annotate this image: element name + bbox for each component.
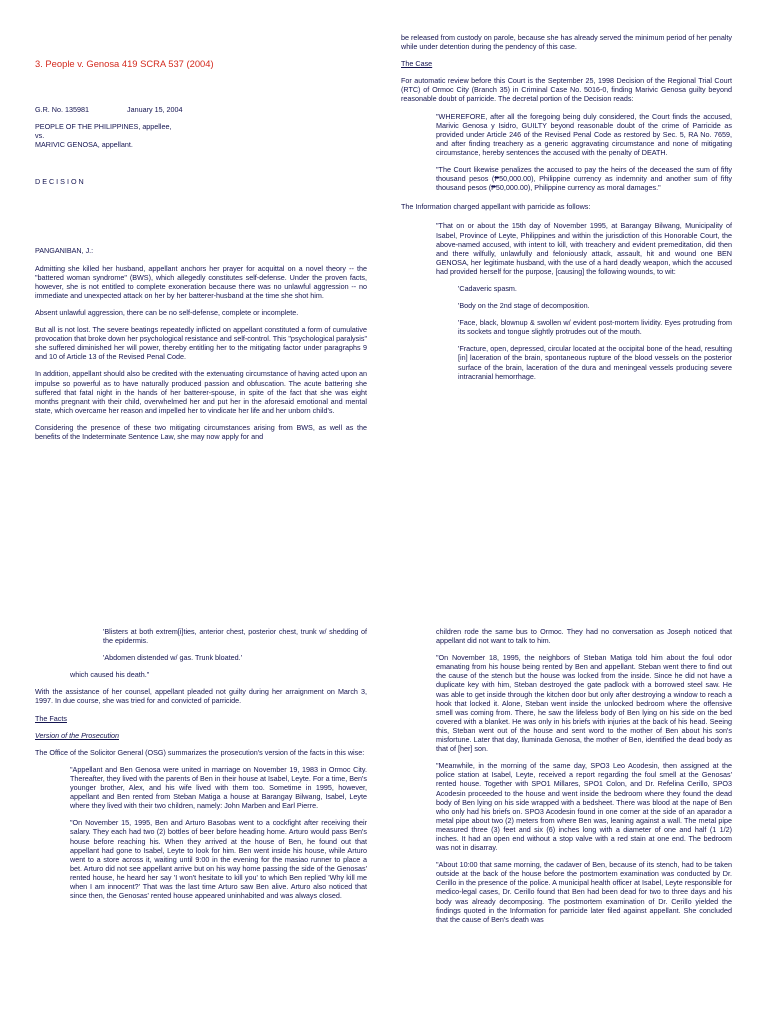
- wound-item: 'Fracture, open, depressed, circular located at the occipital bone of the head, resulting [in] laceration of the brain, spontaneous rupture of the blood vessels on the posterior surface of the brain, laceration of the dura and meningeal vessels producing severe intracranial hemorrhage.: [458, 344, 732, 381]
- subheading-prosecution: Version of the Prosecution: [35, 730, 120, 740]
- section-heading-the-case: The Case: [401, 59, 433, 69]
- body-paragraph: Absent unlawful aggression, there can be no self-defense, complete or incomplete.: [35, 307, 299, 317]
- wound-item: 'Cadaveric spasm.: [458, 283, 517, 293]
- section-heading-the-facts: The Facts: [35, 713, 67, 723]
- body-paragraph: Admitting she killed her husband, appellant anchors her prayer for acquittal on a novel theory -- the "battered woman syndrome" (BWS), which allegedly constitutes self-defense. Under the proven facts, however, she is not entitled to complete exoneration because there was no unlawful aggression -- no immediate and unexpected attack on her by her batterer-husband at the time she shot him.: [35, 263, 367, 300]
- body-paragraph: For automatic review before this Court is the September 25, 1998 Decision of the Regional Trial Court (RTC) of Ormoc City (Branch 35) in Criminal Case No. 5016-0, finding Marivic Genosa guilty beyond reasonable doubt of parricide. The decretal portion of the Decision reads:: [401, 76, 732, 104]
- body-paragraph: Considering the presence of these two mitigating circumstances arising from BWS, as well as the benefits of the Indeterminate Sentence Law, she may now apply for and: [35, 422, 367, 441]
- left-column-sheet-2: [35, 627, 367, 900]
- gr-number: G.R. No. 135981: [35, 105, 89, 114]
- body-paragraph: children rode the same bus to Ormoc. They had no conversation as Joseph noticed that appellant did not want to talk to him.: [436, 627, 732, 646]
- body-paragraph: The Information charged appellant with parricide as follows:: [401, 202, 591, 212]
- block-quote: "WHEREFORE, after all the foregoing being duly considered, the Court finds the accused, Marivic Genosa y Isidro, GUILTY beyond reasonable doubt of the crime of Parricide as provided under Article 246 of the Revised Penal Code as restored by Sec. 5, RA No. 7659, and after finding treachery as a generic aggravating circumstance and none of mitigating circumstance, hereby sentences the accused with the penalty of DEATH.: [436, 111, 732, 157]
- decision-heading: D E C I S I O N: [35, 177, 84, 187]
- block-quote: "That on or about the 15th day of November 1995, at Barangay Bilwang, Municipality of Isabel, Province of Leyte, Philippines and within the jurisdiction of this Honorable Court, the above-named accused, with intent to kill, with treachery and evident premeditation, did then and there wilfully, unlawfully and feloniously attack, assault, hit and wound one BEN GENOSA, her legitimate husband, with the use of a hard deadly weapon, which the accused had provided herself for the purpose, [causing] the following wounds, to wit:: [436, 221, 732, 276]
- wound-item: 'Blisters at both extrem[i]ties, anterior chest, posterior chest, trunk w/ shedding of the epidermis.: [103, 627, 367, 646]
- body-paragraph: The Office of the Solicitor General (OSG) summarizes the prosecution's version of the facts in this wise:: [35, 747, 365, 757]
- right-column-sheet-2: [401, 627, 732, 924]
- body-paragraph: be released from custody on parole, because she has already served the minimum period of her penalty while under detention during the pendency of this case.: [401, 33, 732, 52]
- party-line: MARIVIC GENOSA, appellant.: [35, 140, 133, 150]
- gr-line: [35, 105, 367, 114]
- block-quote: "Meanwhile, in the morning of the same day, SPO3 Leo Acodesin, then assigned at the police station at Isabel, Leyte, received a report regarding the foul smell at the Genosas' rented house. Together with SPO1 Millares, SPO1 Colon, and Dr. Refelina Cerillo, SPO3 Acodesin proceeded to the house and went inside the bedroom where they found the dead body of Ben lying on his side wrapped with a bedsheet. There was blood at the nape of Ben who only had his briefs on. SPO3 Acodesin found in one corner at the side of an aparador a metal pipe about two (2) meters from where Ben was, leaning against a wall. The metal pipe measured three (3) feet and six (6) inches long with a diameter of one and half (1 1/2) inches. It had an open end without a stop valve with a red stain at one end. The bedroom was not in disarray.: [436, 761, 732, 853]
- block-quote: "On November 15, 1995, Ben and Arturo Basobas went to a cockfight after receiving their salary. They each had two (2) bottles of beer before heading home. Arturo would pass Ben's house before reaching his. When they arrived at the house of Ben, he found out that appellant had gone to Isabel, Leyte to look for him. Ben went inside his house, while Arturo went to a store across it, waiting until 9:00 in the evening for the masiao runner to place a bet. Arturo did not see appellant arrive but on his way home passing the side of the Genosas' rented house, he heard her say 'I won't hesitate to kill you' to which Ben replied 'Why kill me when I am innocent?' That was the last time Arturo saw Ben alive. Arturo also noticed that since then, the Genosas' rented house appeared uninhabited and was always closed.: [70, 818, 367, 901]
- body-paragraph: In addition, appellant should also be credited with the extenuating circumstance of having acted upon an impulse so powerful as to have naturally produced passion and obfuscation. The acute battering she suffered that fatal night in the hands of her batterer-spouse, in spite of the fact that she was eight months pregnant with their child, overwhelmed her and put her in the aforesaid emotional and mental state, which overcame her reason and impelled her to vindicate her life and her unborn child's.: [35, 369, 367, 415]
- decision-date: January 15, 2004: [127, 105, 183, 114]
- wound-item: 'Face, black, blownup & swollen w/ evident post-mortem lividity. Eyes protruding from its sockets and tongue slightly protrudes out of the mouth.: [458, 318, 732, 337]
- wound-item: 'Abdomen distended w/ gas. Trunk bloated.': [103, 653, 242, 663]
- party-line: vs.: [35, 131, 45, 141]
- right-column: [401, 33, 732, 381]
- case-title: 3. People v. Genosa 419 SCRA 537 (2004): [35, 58, 214, 69]
- block-quote: "The Court likewise penalizes the accused to pay the heirs of the deceased the sum of fifty thousand pesos (₱50,000.00), Philippine currency as indemnity and another sum of fifty thousand pesos (₱50,000.00), Philippine currency as moral damages.": [436, 165, 732, 193]
- block-quote: "About 10:00 that same morning, the cadaver of Ben, because of its stench, had to be taken outside at the back of the house before the postmortem examination was conducted by Dr. Cerillo in the presence of the police. A municipal health officer at Isabel, Leyte responsible for medico-legal cases, Dr. Cerillo found that Ben had been dead for two to three days and his body was already decomposing. The postmortem examination of Dr. Cerillo yielded the findings quoted in the Information for parricide later filed against appellant. She concluded that the cause of Ben's death was: [436, 860, 732, 924]
- body-paragraph: With the assistance of her counsel, appellant pleaded not guilty during her arraignment on March 3, 1997. In due course, she was tried for and convicted of parricide.: [35, 687, 367, 706]
- wound-item: 'Body on the 2nd stage of decomposition.: [458, 301, 590, 311]
- ponente: PANGANIBAN, J.:: [35, 246, 94, 256]
- block-quote: "On November 18, 1995, the neighbors of Steban Matiga told him about the foul odor emanating from his house being rented by Ben and appellant. Steban went there to find out the cause of the stench but the house was locked from the inside. Since he did not have a duplicate key with him, Steban destroyed the gate padlock with a borrowed steel saw. He was able to get inside through the kitchen door but only after destroying a window to reach a hook that locked it. Alone, Steban went inside the unlocked bedroom where the offensive smell was coming from. There, he saw the lifeless body of Ben lying on his side on the bed covered with a blanket. He was only in his briefs with injuries at the back of his head. Seeing this, Steban went out of the house and sent word to the mother of Ben about his son's misfortune. Later that day, Iluminada Genosa, the mother of Ben, identified the dead body as that of [her] son.: [436, 653, 732, 754]
- block-quote: "Appellant and Ben Genosa were united in marriage on November 19, 1983 in Ormoc City. Thereafter, they lived with the parents of Ben in their house at Isabel, Leyte. For a time, Ben's younger brother, Alex, and his wife lived with them too. Sometime in 1995, however, appellant and Ben rented from Steban Matiga a house at Barangay Bilwang, Isabel, Leyte where they lived with their two children, namely: John Marben and Earl Pierre.: [70, 764, 367, 811]
- left-column: [35, 58, 367, 441]
- party-line: PEOPLE OF THE PHILIPPINES, appellee,: [35, 122, 172, 132]
- quote-ending: which caused his death.": [70, 670, 150, 680]
- body-paragraph: But all is not lost. The severe beatings repeatedly inflicted on appellant constituted a form of cumulative provocation that broke down her psychological resistance and self-control. This "psychological paralysis" she suffered diminished her will power, thereby entitling her to the mitigating factor under paragraphs 9 and 10 of Article 13 of the Revised Penal Code.: [35, 325, 367, 362]
